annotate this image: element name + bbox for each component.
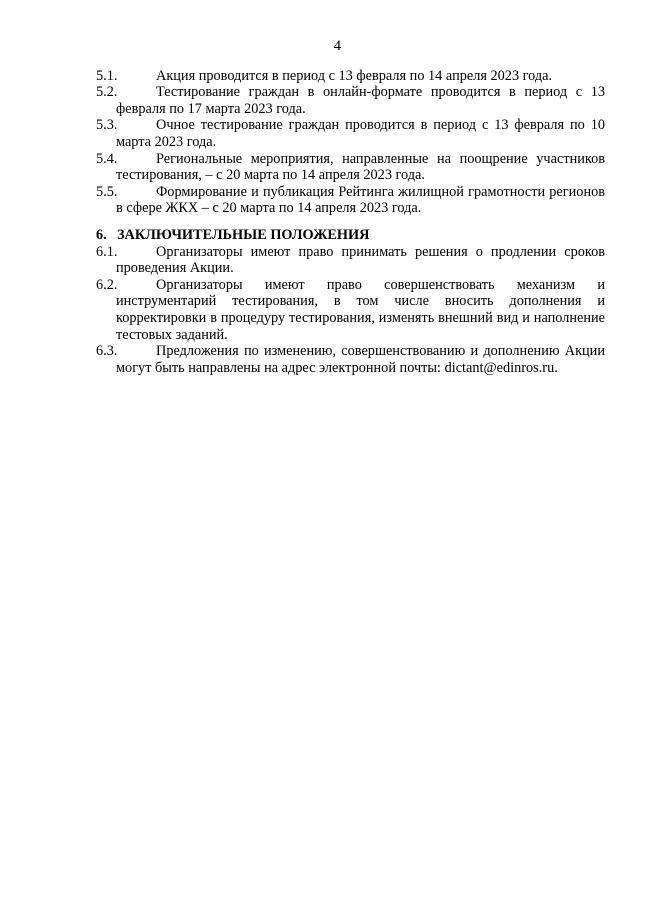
text-line: инструментарий тестирования, в том числе вносить дополнения и xyxy=(116,293,605,310)
item-number: 5.2. xyxy=(96,84,118,101)
document-content xyxy=(96,38,605,376)
text-line: 5.3. Очное тестирование граждан проводится в период с 13 февраля по 10 xyxy=(96,117,605,134)
list-item xyxy=(96,184,605,217)
heading-title: ЗАКЛЮЧИТЕЛЬНЫЕ ПОЛОЖЕНИЯ xyxy=(117,226,370,243)
text-line: 5.2. Тестирование граждан в онлайн-формате проводится в период с 13 xyxy=(96,84,605,101)
item-number: 5.3. xyxy=(96,117,118,134)
list-item xyxy=(96,244,605,277)
text-line: проведения Акции. xyxy=(116,260,234,277)
list-item xyxy=(96,277,605,343)
item-number: 5.4. xyxy=(96,150,118,167)
text-line: 6.1. Организаторы имеют право принимать решения о продлении сроков xyxy=(96,243,605,260)
text-line: 6.2. Организаторы имеют право совершенствовать механизм и xyxy=(96,276,605,293)
text-line: тестирования, – с 20 марта по 14 апреля 2023 года. xyxy=(116,167,425,184)
item-number: 6.2. xyxy=(96,276,118,293)
text-line: могут быть направлены на адрес электронной почты: dictant@edinros.ru. xyxy=(116,359,558,376)
item-number: 5.1. xyxy=(96,67,118,84)
heading-number: 6. xyxy=(96,226,107,243)
page-number: 4 xyxy=(333,38,342,54)
list-item xyxy=(96,151,605,184)
text-line: в сфере ЖКХ – с 20 марта по 14 апреля 2023 года. xyxy=(116,200,422,217)
list-item xyxy=(96,68,605,85)
list-item xyxy=(96,84,605,117)
text-line: февраля по 17 марта 2023 года. xyxy=(116,100,306,117)
text-line: тестовых заданий. xyxy=(116,326,228,343)
list-item xyxy=(96,117,605,150)
text-line: марта 2023 года. xyxy=(116,133,217,150)
text-line: 6.3. Предложения по изменению, совершенствованию и дополнению Акции xyxy=(96,343,605,360)
section-heading xyxy=(96,227,605,244)
item-number: 6.1. xyxy=(96,243,118,260)
item-number: 5.5. xyxy=(96,183,118,200)
text-line: корректировки в процедуру тестирования, изменять внешний вид и наполнение xyxy=(116,309,605,326)
text-line: 5.4. Региональные мероприятия, направленные на поощрение участников xyxy=(96,150,605,167)
text-line: 5.1. Акция проводится в период с 13 февраля по 14 апреля 2023 года. xyxy=(96,67,553,84)
item-number: 6.3. xyxy=(96,343,118,360)
text-line: 5.5. Формирование и публикация Рейтинга жилищной грамотности регионов xyxy=(96,183,605,200)
list-item xyxy=(96,343,605,376)
